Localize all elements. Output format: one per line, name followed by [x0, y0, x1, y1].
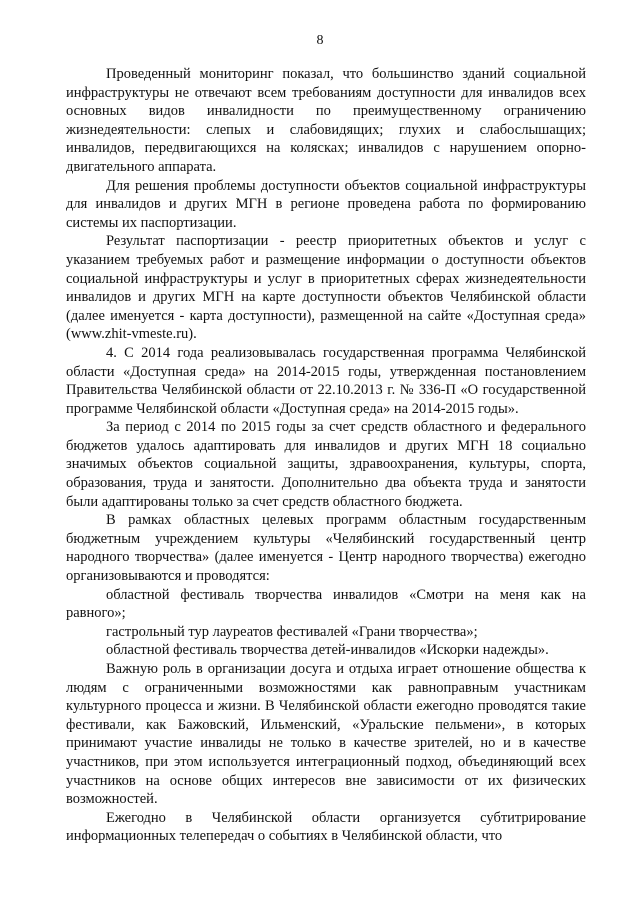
- page-number: 8: [316, 33, 324, 48]
- paragraph-passportization: Для решения проблемы доступности объектов социальной инфраструктуры для инвалидов и других МГН в регионе проведена работа по формированию системы их паспортизации.: [66, 177, 586, 231]
- paragraph-tour: гастрольный тур лауреатов фестивалей «Грани творчества»;: [106, 623, 478, 640]
- document-body: [66, 65, 586, 846]
- paragraph-festival-equal: областной фестиваль творчества инвалидов «Смотри на меня как на равного»;: [66, 586, 586, 622]
- paragraph-festival-children: областной фестиваль творчества детей-инвалидов «Искорки надежды».: [106, 642, 549, 659]
- paragraph-state-program: 4. С 2014 года реализовывалась государственная программа Челябинской области «Доступная среда» на 2014-2015 годы, утвержденная постановлением Правительства Челябинской области от 22.10.2013 г. № 336-П «О государственной программе Челябинской области «Доступная среда» на 2014-2015 годы».: [66, 344, 586, 417]
- paragraph-adapted-objects: За период с 2014 по 2015 годы за счет средств областного и федерального бюджетов удалось адаптировать для инвалидов и других МГН 18 социально значимых объектов социальной защиты, здравоохранения, культуры, спорта, образования, труда и занятости. Дополнительно два объекта труда и занятости были адаптированы только за счет средств областного бюджета.: [66, 419, 586, 510]
- paragraph-leisure: Важную роль в организации досуга и отдыха играет отношение общества к людям с ограниченными возможностями как равноправным участникам культурного процесса и жизни. В Челябинской области ежегодно проводятся такие фестивали, как Бажовский, Ильменский, «Уральские пельмени», в которых принимают участие инвалиды не только в качестве зрителей, но и в качестве участников, при этом используется интеграционный подход, объединяющий всех участников на основе общих интересов вне зависимости от их физических возможностей.: [66, 661, 586, 808]
- paragraph-monitoring: Проведенный мониторинг показал, что большинство зданий социальной инфраструктуры не отвечают всем требованиям доступности для инвалидов всех основных видов инвалидности по преимущественному ограничению жизнедеятельности: слепых и слабовидящих; глухих и слабослышащих; инвалидов, передвигающихся на колясках; инвалидов с нарушением опорно-двигательного аппарата.: [66, 66, 586, 175]
- paragraph-culture-center: В рамках областных целевых программ областным государственным бюджетным учреждением культуры «Челябинский государственный центр народного творчества» (далее именуется - Центр народного творчества) ежегодно организовываются и проводятся:: [66, 512, 586, 585]
- paragraph-registry: Результат паспортизации - реестр приоритетных объектов и услуг с указанием требуемых работ и размещение информации о доступности объектов социальной инфраструктуры и услуг в приоритетных сферах жизнедеятельности инвалидов и других МГН на карте доступности объектов Челябинской области (далее именуется - карта доступности), размещенной на сайте «Доступная среда» (www.zhit-vmeste.ru).: [66, 233, 586, 343]
- paragraph-subtitles: Ежегодно в Челябинской области организуется субтитрирование информационных телепередач о событиях в Челябинской области, что: [66, 809, 586, 845]
